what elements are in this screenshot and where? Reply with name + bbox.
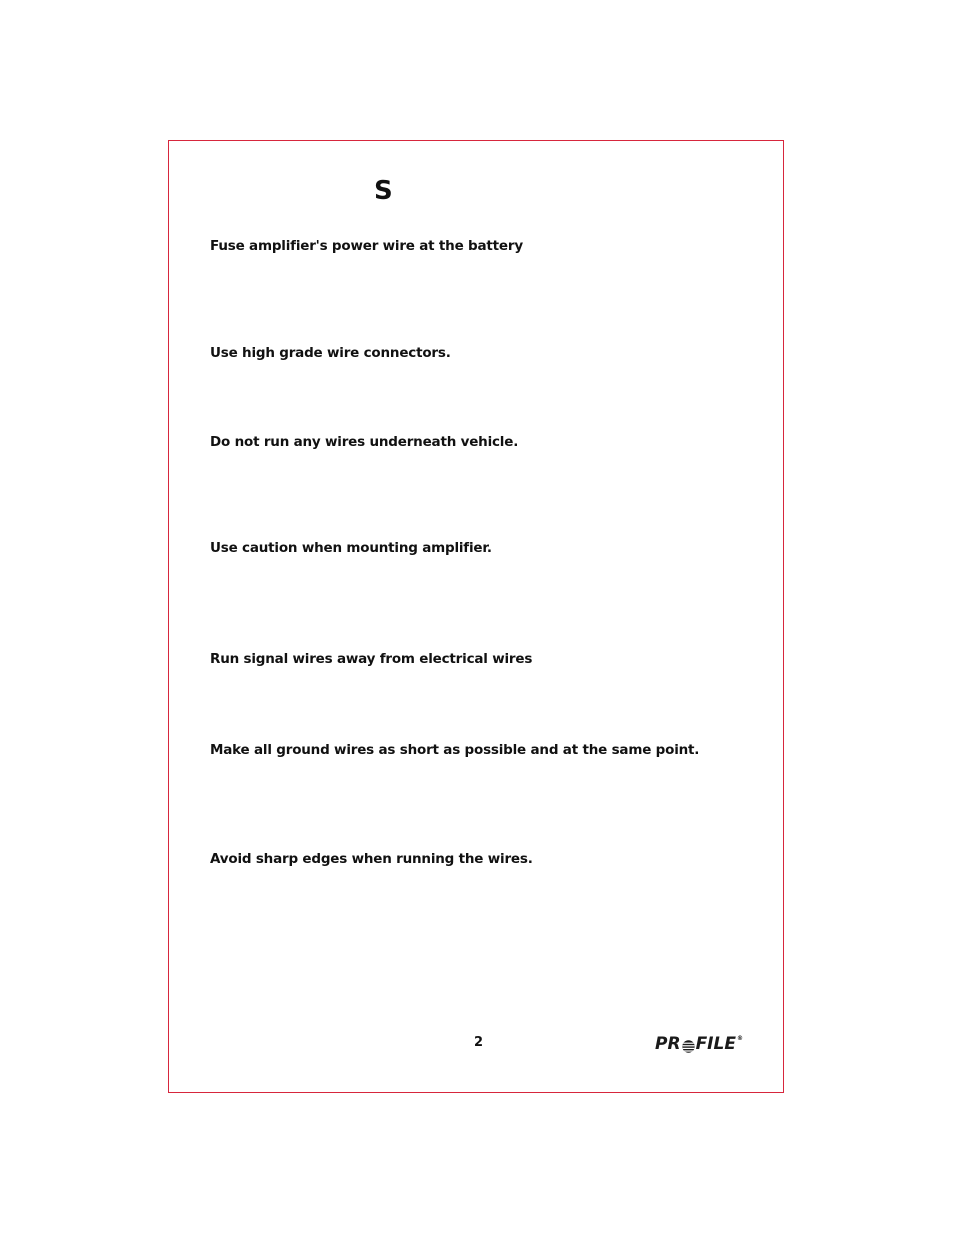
registered-mark: ® (736, 1034, 743, 1042)
logo-suffix: FILE (695, 1034, 736, 1054)
page-number: 2 (474, 1035, 484, 1050)
tip-no-wires-underneath: Do not run any wires underneath vehicle. (210, 434, 519, 450)
tip-wire-connectors: Use high grade wire connectors. (210, 345, 451, 361)
profile-logo (655, 1034, 743, 1054)
tip-fuse-power-wire: Fuse amplifier's power wire at the battery (210, 238, 523, 254)
page-frame (168, 140, 784, 1093)
striped-globe-icon (682, 1038, 695, 1051)
section-heading: S (374, 176, 394, 206)
tip-mounting-caution: Use caution when mounting amplifier. (210, 540, 492, 556)
tip-signal-wires: Run signal wires away from electrical wires (210, 651, 533, 667)
logo-prefix: PR (655, 1034, 681, 1054)
tip-sharp-edges: Avoid sharp edges when running the wires. (210, 851, 533, 867)
tip-ground-wires: Make all ground wires as short as possible and at the same point. (210, 742, 700, 758)
